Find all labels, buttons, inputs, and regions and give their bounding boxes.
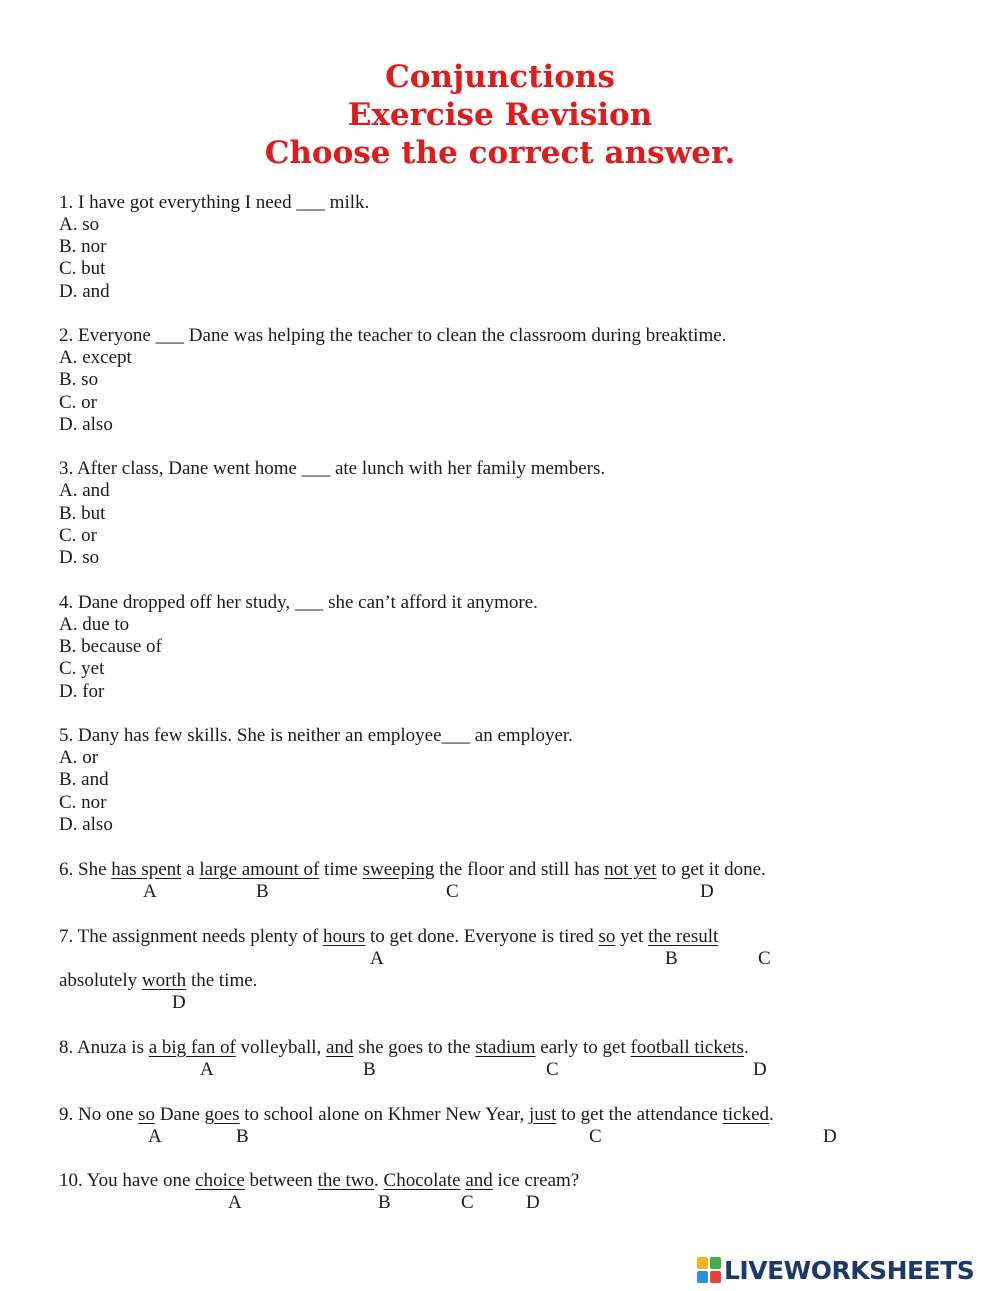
q8-letter-c: C: [546, 1059, 559, 1080]
question-6: 6. She has spent a large amount of time sweeping the floor and still has not yet to get it done.: [59, 859, 766, 880]
q8-letter-d: D: [753, 1059, 767, 1080]
q9-letter-b: B: [236, 1126, 249, 1147]
q4-option-a[interactable]: A. due to: [59, 614, 130, 635]
q5-option-d[interactable]: D. also: [59, 814, 113, 835]
q3-option-c[interactable]: C. or: [59, 525, 97, 546]
q5-option-b[interactable]: B. and: [59, 769, 109, 790]
q6-letter-a: A: [143, 881, 157, 902]
q10-underlined-a[interactable]: choice: [195, 1170, 245, 1191]
q7-underlined-b[interactable]: so: [598, 926, 616, 947]
question-3: 3. After class, Dane went home ___ ate lunch with her family members.: [59, 458, 606, 479]
page-subtitle: Exercise Revision: [347, 97, 653, 133]
q3-option-d[interactable]: D. so: [59, 547, 100, 568]
page-title: Conjunctions: [385, 59, 615, 95]
q10-letter-a: A: [228, 1192, 242, 1213]
q1-option-a[interactable]: A. so: [59, 214, 100, 235]
q1-option-d[interactable]: D. and: [59, 281, 110, 302]
question-7: 7. The assignment needs plenty of hours to get done. Everyone is tired so yet the result: [59, 926, 719, 947]
q10-underlined-c[interactable]: Chocolate: [383, 1170, 461, 1191]
q8-letter-a: A: [200, 1059, 214, 1080]
q2-option-a[interactable]: A. except: [59, 347, 132, 368]
q8-underlined-a[interactable]: a big fan of: [148, 1037, 236, 1058]
q7-letter-a: A: [370, 948, 384, 969]
q10-letter-c: C: [461, 1192, 474, 1213]
q6-underlined-b[interactable]: large amount of: [199, 859, 320, 880]
q9-letter-c: C: [589, 1126, 602, 1147]
q10-underlined-d[interactable]: and: [465, 1170, 493, 1191]
q7-underlined-c[interactable]: the result: [648, 926, 719, 947]
q9-underlined-d[interactable]: ticked: [722, 1104, 770, 1125]
q8-underlined-d[interactable]: football tickets: [630, 1037, 744, 1058]
q9-letter-a: A: [148, 1126, 162, 1147]
q6-letter-c: C: [446, 881, 459, 902]
q7-underlined-d[interactable]: worth: [141, 970, 187, 991]
q8-underlined-c[interactable]: stadium: [475, 1037, 536, 1058]
q6-underlined-c[interactable]: sweeping: [362, 859, 435, 880]
q3-option-b[interactable]: B. but: [59, 503, 106, 524]
q5-option-c[interactable]: C. nor: [59, 792, 107, 813]
q8-underlined-b[interactable]: and: [326, 1037, 354, 1058]
q6-underlined-d[interactable]: not yet: [604, 859, 657, 880]
q2-option-c[interactable]: C. or: [59, 392, 97, 413]
instructions: Choose the correct answer.: [264, 135, 736, 171]
q7-underlined-a[interactable]: hours: [323, 926, 366, 947]
q9-underlined-c[interactable]: just: [528, 1104, 557, 1125]
q9-underlined-b[interactable]: goes: [204, 1104, 240, 1125]
q9-letter-d: D: [823, 1126, 837, 1147]
q10-letter-b: B: [378, 1192, 391, 1213]
q1-option-b[interactable]: B. nor: [59, 236, 107, 257]
q4-option-b[interactable]: B. because of: [59, 636, 162, 657]
q9-underlined-a[interactable]: so: [138, 1104, 156, 1125]
q1-option-c[interactable]: C. but: [59, 258, 106, 279]
brand-name: LIVEWORKSHEETS: [724, 1255, 975, 1285]
q2-option-d[interactable]: D. also: [59, 414, 113, 435]
q7-letter-d: D: [172, 992, 186, 1013]
question-5: 5. Dany has few skills. She is neither an employee___ an employer.: [59, 725, 573, 746]
q10-underlined-b[interactable]: the two: [317, 1170, 375, 1191]
q7-letter-b: B: [665, 948, 678, 969]
q6-letter-b: B: [256, 881, 269, 902]
q4-option-c[interactable]: C. yet: [59, 658, 105, 679]
q10-letter-d: D: [526, 1192, 540, 1213]
q2-option-b[interactable]: B. so: [59, 369, 99, 390]
question-8: 8. Anuza is a big fan of volleyball, and she goes to the stadium early to get football tickets.: [59, 1037, 749, 1058]
question-9: 9. No one so Dane goes to school alone on Khmer New Year, just to get the attendance ticked.: [59, 1104, 774, 1125]
brand-logo[interactable]: [697, 1253, 974, 1287]
question-2: 2. Everyone ___ Dane was helping the teacher to clean the classroom during breaktime.: [59, 325, 727, 346]
q5-option-a[interactable]: A. or: [59, 747, 99, 768]
q6-underlined-a[interactable]: has spent: [111, 859, 182, 880]
question-10: 10. You have one choice between the two. Chocolate and ice cream?: [59, 1170, 580, 1191]
q3-option-a[interactable]: A. and: [59, 480, 110, 501]
q6-letter-d: D: [700, 881, 714, 902]
q4-option-d[interactable]: D. for: [59, 681, 105, 702]
q7-letter-c: C: [758, 948, 771, 969]
liveworksheets-logo-icon: [697, 1257, 721, 1283]
question-1: 1. I have got everything I need ___ milk.: [59, 192, 370, 213]
question-7-continued: absolutely worth the time.: [59, 970, 258, 991]
q8-letter-b: B: [363, 1059, 376, 1080]
question-4: 4. Dane dropped off her study, ___ she can’t afford it anymore.: [59, 592, 538, 613]
